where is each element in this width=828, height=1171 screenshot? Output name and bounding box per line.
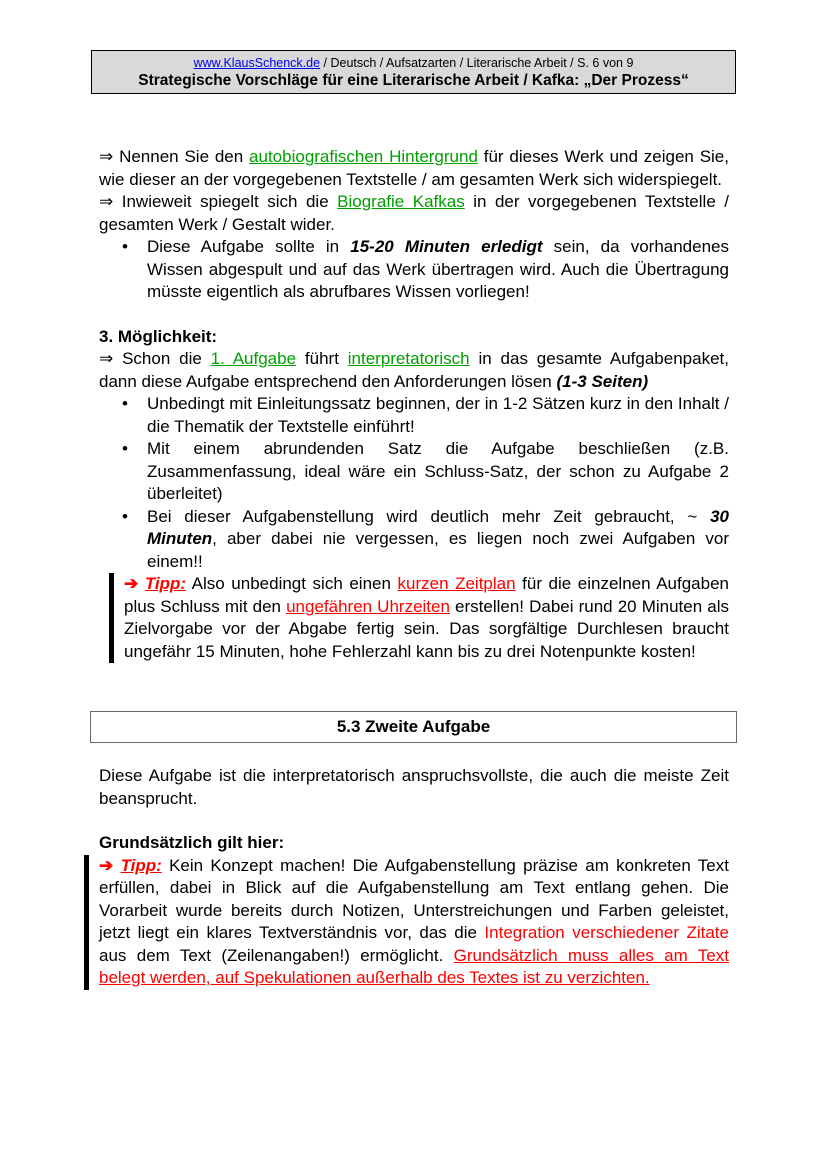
spacer [99,663,729,711]
tip-paragraph [124,573,729,663]
bullet-icon: • [122,439,128,458]
text: Bei dieser Aufgabenstellung wird deutlich mehr Zeit gebraucht, ~ [147,506,711,526]
text: erstellen! Dabei rund 20 Minuten als Zielvorgabe vor der Abgabe fertig sein. Das sorgfältige Durchlesen braucht ungefähr 15 Minuten, hohe Fehlerzahl kann bis zu drei Notenpunkte kosten! [124,596,729,661]
list-item [99,438,729,506]
text: führt [296,349,348,368]
text: für dieses Werk und zeigen Sie, wie dieser an der vorgegebenen Textstelle / am gesamten Werk sich widerspiegelt. [99,147,729,189]
emphasis: 30 Minuten [147,506,729,548]
bullet-icon: • [122,506,128,526]
arrow-right-icon: ➔ [99,855,114,875]
text: , aber dabei nie vergessen, es liegen noch zwei Aufgaben vor einem!! [147,529,729,571]
text: Unbedingt mit Einleitungssatz beginnen, der in 1-2 Sätzen kurz in den Inhalt / die Thematik der Textstelle einführt! [147,394,729,436]
breadcrumb-path: / Deutsch / Aufsatzarten / Literarische Arbeit / S. 6 von 9 [320,56,634,70]
aufgabe-link[interactable]: 1. Aufgabe [210,349,297,368]
tip-box-2 [84,855,729,990]
text: aus dem Text (Zeilenangaben!) ermöglicht. [99,945,454,965]
biography-link[interactable]: Biografie Kafkas [337,192,465,211]
paragraph-moeglichkeit [99,348,729,393]
uhrzeiten-link[interactable]: ungefähren Uhrzeiten [286,596,450,616]
intro-paragraph: Diese Aufgabe ist die interpretatorisch anspruchsvollste, die auch die meiste Zeit beansprucht. [99,766,729,808]
text: Diese Aufgabe sollte in [147,237,351,256]
page-header [91,50,736,94]
emphasis: 15-20 Minuten erledigt [350,237,543,256]
text: Kein Konzept machen! Die Aufgabenstellung präzise am konkreten Text erfüllen, dabei in Blick auf die Aufgabenstellung am Text entlang gehen. Die Vorarbeit wurde bereits durch Notizen, Unterstreichungen und Farben geleistet, jetzt liegt ein klares Textverständnis vor, das die [99,855,729,942]
spacer [99,810,729,832]
arrow-right-icon: ➔ [124,574,139,593]
paragraph-autobiography [99,146,729,191]
text: ⇒ Schon die [99,349,211,368]
bullet-icon: • [122,394,128,413]
text: in das gesamte Aufgabenpaket, dann diese Aufgabe entsprechend den Anforderungen lösen [99,349,729,391]
site-link[interactable]: www.KlausSchenck.de [193,56,321,70]
autobiography-link[interactable]: autobiografischen Hintergrund [249,147,478,166]
document-title: Strategische Vorschläge für eine Literarische Arbeit / Kafka: „Der Prozess“ [138,72,689,89]
spacer [99,743,729,765]
text: ⇒ Nennen Sie den [99,147,250,166]
zitate-highlight: Integration verschiedener Zitate [484,923,729,942]
section-title: 5.3 Zweite Aufgabe [336,717,491,736]
document-body [99,146,729,990]
zeitplan-link[interactable]: kurzen Zeitplan [397,574,516,593]
text: ⇒ Inwieweit spiegelt sich die [99,192,338,211]
list-item [99,236,729,304]
text: in der vorgegebenen Textstelle / gesamten Werk / Gestalt wider. [99,192,729,234]
list-item [99,393,729,438]
section-heading-box [90,711,737,743]
header-breadcrumb [92,55,735,71]
bullet-list-2 [99,393,729,573]
emphasis: (1-3 Seiten) [556,371,649,391]
text: für die einzelnen Aufgaben plus Schluss mit den [124,574,729,616]
interpretatorisch-link[interactable]: interpretatorisch [347,349,470,368]
spacer [99,304,729,326]
text: Also unbedingt sich einen [186,574,398,593]
paragraph-biography [99,191,729,236]
grund-heading: Grundsätzlich gilt hier: [99,833,285,852]
beleg-highlight: Grundsätzlich muss alles am Text belegt werden, auf Spekulationen außerhalb des Textes ist zu verzichten. [99,945,729,987]
text: Mit einem abrundenden Satz die Aufgabe beschließen (z.B. Zusammenfassung, ideal wäre ein Schluss-Satz, der schon zu Aufgabe 2 überleitet) [147,439,729,503]
tip-box-1 [109,573,729,663]
tip-label: Tipp: [120,855,162,875]
bullet-icon: • [122,237,128,256]
tip-paragraph [99,855,729,990]
moeglichkeit-heading: 3. Möglichkeit: [99,326,218,346]
tip-label: Tipp: [144,574,187,593]
list-item [99,506,729,574]
bullet-list-1 [99,236,729,304]
text: sein, da vorhandenes Wissen abgespult und auf das Werk übertragen wird. Auch die Übertragung müsste eigentlich als abrufbares Wissen vorliegen! [147,237,729,301]
